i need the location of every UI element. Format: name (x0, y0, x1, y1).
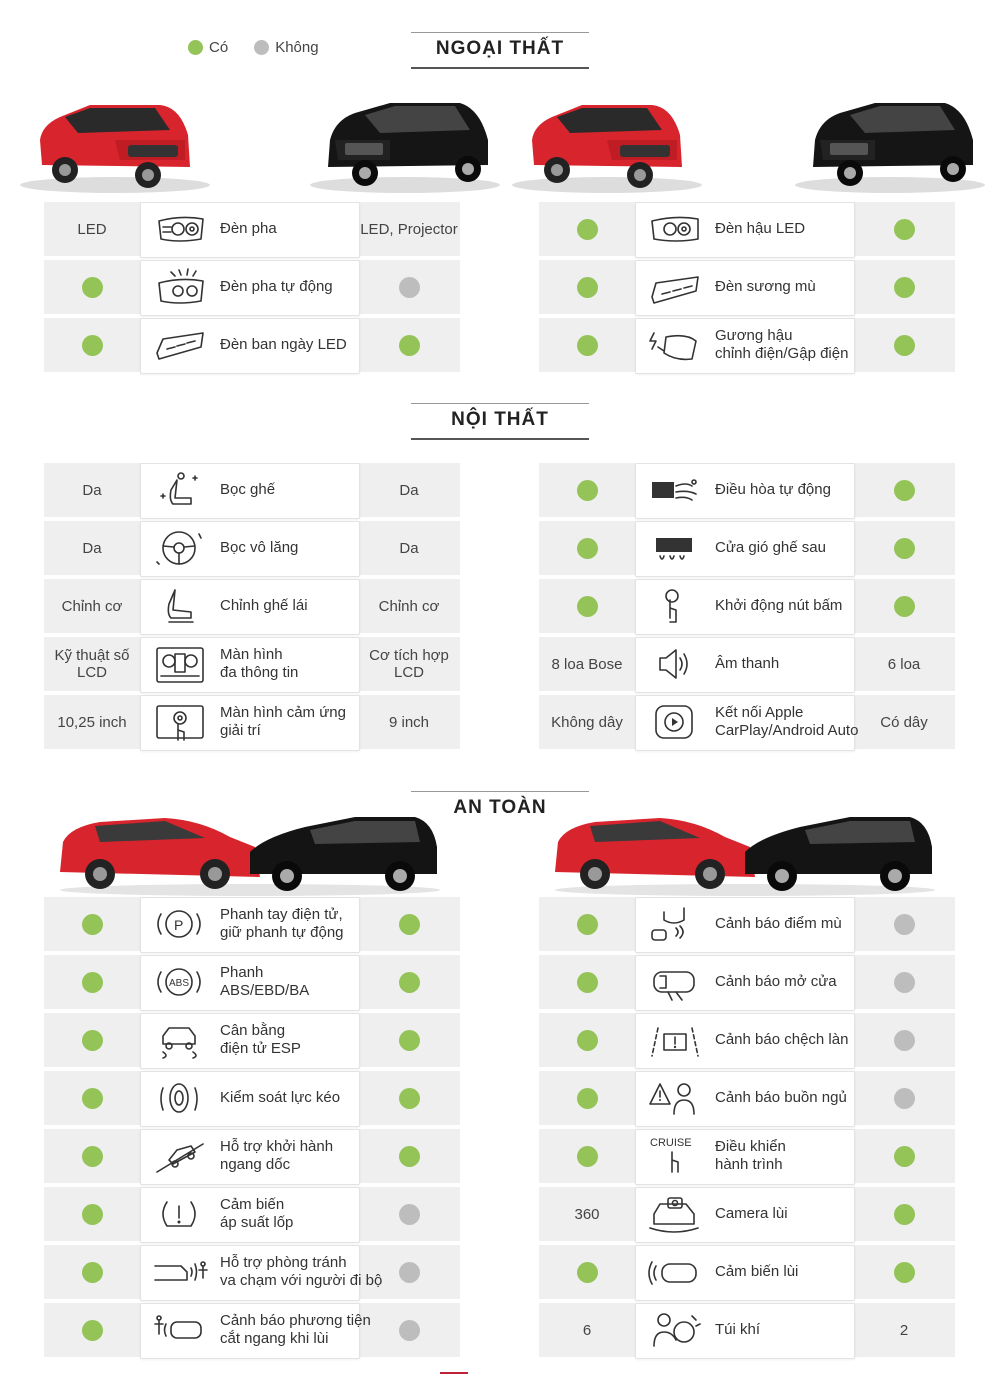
feature-label: Cảnh báo mở cửa (715, 973, 837, 990)
available-dot (577, 335, 598, 356)
left-car-value (539, 260, 635, 314)
feature-label: Đèn hậu LED (715, 220, 806, 237)
legend-no-dot (254, 40, 269, 55)
available-dot (894, 1262, 915, 1283)
left-value-text: Không dây (551, 713, 623, 731)
left-car-value (44, 1013, 140, 1067)
left-car-value (44, 897, 140, 951)
section-title-interior (411, 409, 589, 431)
left-car-value (44, 260, 140, 314)
black-mpv-front-image (795, 95, 985, 195)
left-car-value (44, 1129, 140, 1183)
feature-label: Gương hậu chỉnh điện/Gập điện (715, 327, 849, 362)
feature-label: Hỗ trợ phòng tránh va chạm với người đi bộ (220, 1254, 383, 1289)
red-mpv-front-image (20, 95, 210, 195)
speaker-icon (643, 643, 707, 685)
section-title-text: NGOẠI THẤT (435, 38, 565, 59)
unavailable-dot (894, 1088, 915, 1109)
reverse-camera-icon (643, 1193, 707, 1235)
right-car-value (853, 695, 955, 749)
right-car-value (853, 1303, 955, 1357)
black-mpv-front-image (310, 95, 500, 195)
section-title-text: AN TOÀN (453, 797, 547, 818)
right-car-value (853, 1129, 955, 1183)
left-car-value (539, 1013, 635, 1067)
feature-label: Cửa gió ghế sau (715, 539, 826, 556)
available-dot (82, 972, 103, 993)
left-car-value (539, 463, 635, 517)
right-value-text: Chỉnh cơ (378, 597, 440, 615)
feature-label: Âm thanh (715, 655, 780, 672)
right-car-value (358, 1303, 460, 1357)
available-dot (894, 219, 915, 240)
right-car-value (358, 897, 460, 951)
tire-pressure-icon (148, 1193, 212, 1235)
cross-traffic-icon (148, 1309, 212, 1351)
feature-label: Đèn ban ngày LED (220, 336, 347, 353)
right-car-value (853, 955, 955, 1009)
hill-start-icon (148, 1135, 212, 1177)
right-car-value (358, 1187, 460, 1241)
available-dot (577, 1030, 598, 1051)
left-car-value (539, 521, 635, 575)
feature-label: Đèn sương mù (715, 278, 816, 295)
left-car-value (44, 202, 140, 256)
drl-icon (148, 324, 212, 366)
section-title-text: NỘI THẤT (451, 409, 549, 430)
feature-label: Phanh tay điện tử, giữ phanh tự động (220, 906, 344, 941)
left-car-value (44, 1245, 140, 1299)
right-car-value (358, 955, 460, 1009)
title-top-rule (411, 32, 589, 33)
feature-label: Cảm biến lùi (715, 1263, 799, 1280)
left-car-value (539, 897, 635, 951)
feature-label: Điều hòa tự động (715, 481, 831, 498)
left-car-value (44, 1071, 140, 1125)
feature-label: Cân bằng điện tử ESP (220, 1022, 301, 1057)
right-car-value (358, 318, 460, 372)
left-value-text: Kỹ thuật số LCD (54, 647, 130, 681)
available-dot (399, 972, 420, 993)
left-car-value (44, 1187, 140, 1241)
svg-text:P: P (174, 917, 184, 933)
available-dot (894, 1204, 915, 1225)
esp-icon (148, 1019, 212, 1061)
title-top-rule (411, 791, 589, 792)
blind-spot-icon (643, 903, 707, 945)
left-value-text: 10,25 inch (57, 713, 127, 731)
carplay-icon (643, 701, 707, 743)
feature-label: Hỗ trợ khởi hành ngang dốc (220, 1138, 334, 1173)
left-car-value (539, 695, 635, 749)
available-dot (577, 596, 598, 617)
right-car-value (358, 1245, 460, 1299)
right-car-value (358, 202, 460, 256)
left-value-text: Da (82, 539, 102, 557)
left-car-value (539, 637, 635, 691)
right-car-value (853, 637, 955, 691)
title-bottom-rule (411, 67, 589, 69)
feature-label: Màn hình đa thông tin (220, 646, 299, 681)
page-marker (440, 1372, 468, 1374)
right-car-value (358, 260, 460, 314)
legend-yes-dot (188, 40, 203, 55)
right-car-value (853, 202, 955, 256)
left-car-value (539, 1129, 635, 1183)
available-dot (82, 1146, 103, 1167)
right-car-value (853, 463, 955, 517)
available-dot (577, 219, 598, 240)
feature-label: Đèn pha (220, 220, 277, 237)
available-dot (82, 277, 103, 298)
left-value-text: Da (82, 481, 102, 499)
parking-brake-icon (148, 903, 212, 945)
available-dot (399, 914, 420, 935)
reverse-sensor-icon (643, 1251, 707, 1293)
feature-label: Kết nối Apple CarPlay/Android Auto (715, 704, 859, 739)
available-dot (577, 914, 598, 935)
unavailable-dot (399, 1262, 420, 1283)
feature-label: Cảm biến áp suất lốp (220, 1196, 294, 1231)
legend-no (254, 39, 318, 56)
feature-label: Bọc ghế (220, 481, 276, 498)
left-car-value (539, 1071, 635, 1125)
feature-label: Chỉnh ghế lái (220, 597, 308, 614)
right-value-text: Có dây (880, 713, 928, 731)
auto-ac-icon (643, 469, 707, 511)
red-mpv-front-image (512, 95, 702, 195)
touchscreen-icon (148, 701, 212, 743)
available-dot (82, 914, 103, 935)
left-car-value (44, 637, 140, 691)
abs-icon (148, 961, 212, 1003)
available-dot (577, 277, 598, 298)
right-car-value (853, 1245, 955, 1299)
available-dot (894, 538, 915, 559)
side-by-side-cars-image (550, 812, 940, 897)
door-open-warning-icon (643, 961, 707, 1003)
right-car-value (853, 521, 955, 575)
left-car-value (44, 1303, 140, 1357)
rear-vent-icon (643, 527, 707, 569)
available-dot (82, 335, 103, 356)
airbag-icon (643, 1309, 707, 1351)
available-dot (399, 1030, 420, 1051)
section-title-exterior (411, 38, 589, 60)
right-value-text: Cơ tích hợp LCD (369, 647, 449, 681)
cruise-control-icon (643, 1135, 707, 1177)
available-dot (894, 277, 915, 298)
title-top-rule (411, 403, 589, 404)
pedestrian-avoid-icon (148, 1251, 212, 1293)
feature-label: Cảnh báo buồn ngủ (715, 1089, 847, 1106)
feature-label: Cảnh báo điểm mù (715, 915, 842, 932)
taillight-icon (643, 208, 707, 250)
steering-wheel-icon (148, 527, 212, 569)
svg-text:ABS: ABS (169, 978, 190, 989)
left-car-value (539, 955, 635, 1009)
right-car-value (358, 637, 460, 691)
feature-label: Đèn pha tự động (220, 278, 333, 295)
unavailable-dot (399, 1320, 420, 1341)
available-dot (577, 1088, 598, 1109)
left-car-value (539, 1187, 635, 1241)
left-car-value (539, 318, 635, 372)
right-car-value (358, 579, 460, 633)
svg-text:CRUISE: CRUISE (650, 1137, 692, 1149)
left-value-text: 8 loa Bose (551, 655, 623, 673)
left-car-value (539, 1303, 635, 1357)
right-car-value (853, 1013, 955, 1067)
unavailable-dot (894, 1030, 915, 1051)
traction-control-icon (148, 1077, 212, 1119)
left-car-value (44, 318, 140, 372)
available-dot (82, 1262, 103, 1283)
left-car-value (44, 463, 140, 517)
left-car-value (539, 579, 635, 633)
right-car-value (853, 897, 955, 951)
right-value-text: Da (399, 539, 419, 557)
available-dot (894, 335, 915, 356)
left-car-value (539, 1245, 635, 1299)
headlight-icon (148, 208, 212, 250)
push-start-icon (643, 585, 707, 627)
available-dot (82, 1088, 103, 1109)
available-dot (399, 1146, 420, 1167)
available-dot (577, 480, 598, 501)
unavailable-dot (894, 972, 915, 993)
right-car-value (853, 1071, 955, 1125)
title-bottom-rule (411, 438, 589, 440)
left-car-value (44, 955, 140, 1009)
right-value-text: LED, Projector (360, 220, 458, 238)
left-car-value (44, 695, 140, 749)
available-dot (894, 1146, 915, 1167)
unavailable-dot (399, 277, 420, 298)
legend-yes-label: Có (209, 39, 229, 56)
right-value-text: 2 (899, 1321, 909, 1339)
available-dot (82, 1030, 103, 1051)
right-car-value (358, 1013, 460, 1067)
feature-label: Màn hình cảm ứng giải trí (220, 704, 346, 739)
feature-label: Camera lùi (715, 1205, 788, 1222)
right-car-value (358, 521, 460, 575)
right-value-text: 9 inch (388, 713, 430, 731)
feature-label: Cảnh báo chệch làn (715, 1031, 849, 1048)
feature-label: Bọc vô lăng (220, 539, 299, 556)
feature-label: Túi khí (715, 1321, 761, 1338)
available-dot (82, 1204, 103, 1225)
right-car-value (358, 463, 460, 517)
left-car-value (44, 521, 140, 575)
legend-no-label: Không (275, 39, 319, 56)
seat-adjust-icon (148, 585, 212, 627)
side-by-side-cars-image (55, 812, 445, 897)
available-dot (894, 480, 915, 501)
available-dot (577, 972, 598, 993)
available-dot (577, 1262, 598, 1283)
right-car-value (853, 1187, 955, 1241)
available-dot (82, 1320, 103, 1341)
left-value-text: LED (77, 220, 107, 238)
mirror-icon (643, 324, 707, 366)
legend-yes (188, 39, 228, 56)
right-value-text: 6 loa (887, 655, 921, 673)
seat-cover-icon (148, 469, 212, 511)
auto-headlight-icon (148, 266, 212, 308)
right-car-value (853, 260, 955, 314)
left-value-text: Chỉnh cơ (61, 597, 123, 615)
left-car-value (539, 202, 635, 256)
available-dot (577, 1146, 598, 1167)
unavailable-dot (399, 1204, 420, 1225)
right-car-value (358, 1129, 460, 1183)
unavailable-dot (894, 914, 915, 935)
right-car-value (358, 695, 460, 749)
fog-light-icon (643, 266, 707, 308)
left-value-text: 6 (582, 1321, 592, 1339)
left-value-text: 360 (574, 1205, 600, 1223)
right-car-value (853, 318, 955, 372)
drowsiness-icon (643, 1077, 707, 1119)
feature-label: Kiểm soát lực kéo (220, 1089, 341, 1106)
feature-label: Điều khiển hành trình (715, 1138, 786, 1173)
available-dot (399, 335, 420, 356)
right-car-value (358, 1071, 460, 1125)
multi-info-display-icon (148, 643, 212, 685)
legend (188, 39, 319, 56)
feature-label: Cảnh báo phương tiện cắt ngang khi lùi (220, 1312, 371, 1347)
available-dot (577, 538, 598, 559)
feature-label: Phanh ABS/EBD/BA (220, 964, 310, 999)
lane-departure-icon (643, 1019, 707, 1061)
available-dot (399, 1088, 420, 1109)
feature-label: Khởi động nút bấm (715, 597, 843, 614)
right-car-value (853, 579, 955, 633)
left-car-value (44, 579, 140, 633)
available-dot (894, 596, 915, 617)
right-value-text: Da (399, 481, 419, 499)
